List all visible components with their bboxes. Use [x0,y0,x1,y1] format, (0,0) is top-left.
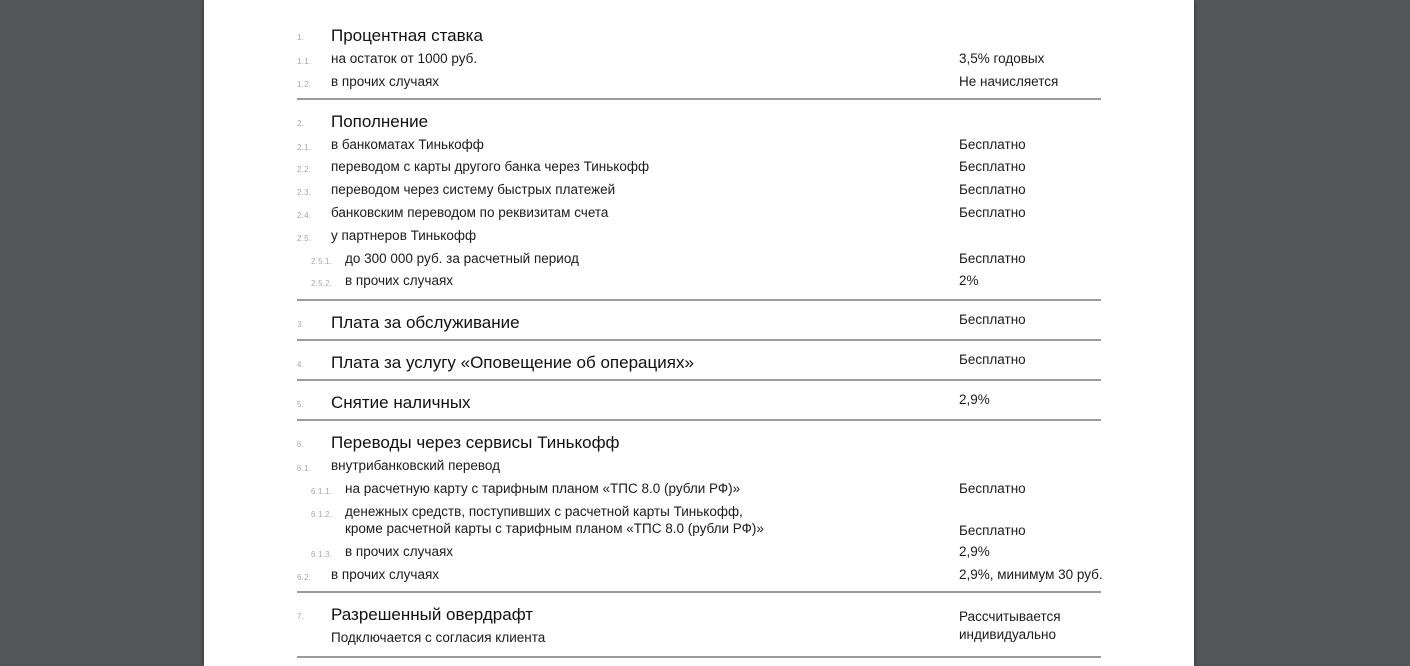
item-value-line: индивидуально [959,627,1056,643]
section-top-up [297,100,1101,302]
document-page [204,0,1194,666]
table-row [297,156,1101,179]
table-row [297,541,1101,564]
item-number: 5. [297,400,305,410]
item-label: в прочих случаях [345,273,454,289]
item-value: Бесплатно [959,522,1026,538]
item-label: в банкоматах Тинькофф [331,136,484,152]
table-row [297,501,1101,541]
section-header [297,22,1101,48]
section-header [297,309,1101,335]
table-row [297,202,1101,225]
item-number: 1. [297,33,305,42]
item-label: до 300 000 руб. за расчетный период [345,250,579,266]
item-value: Бесплатно [959,312,1026,328]
tariff-table [297,0,1101,658]
item-value: Бесплатно [959,480,1026,496]
section-title: Плата за услугу «Оповещение об операциях» [331,353,694,373]
section-notification-fee [297,341,1101,381]
item-label: в прочих случаях [331,566,440,582]
item-label-line: кроме расчетной карты с тарифным планом «ТПС 8.0 (рубли РФ)» [345,520,764,536]
section-title: Пополнение [331,111,429,131]
section-note: Подключается с согласия клиента [331,630,546,646]
section-title: Переводы через сервисы Тинькофф [331,433,620,453]
item-value: Бесплатно [959,204,1026,220]
section-header [297,349,1101,375]
section-interest-rate [297,0,1101,100]
item-value: Бесплатно [959,159,1026,175]
item-number: 6.1.1. [311,486,333,496]
item-number: 2.4. [297,210,312,220]
item-number: 2.5. [297,233,312,243]
item-number: 6.1.3. [311,549,333,559]
item-label: в прочих случаях [345,543,454,559]
table-row [297,564,1101,587]
item-number: 2.5.2. [311,279,333,289]
table-row [297,179,1101,202]
item-value: Бесплатно [959,182,1026,198]
section-title: Разрешенный овердрафт [331,605,534,625]
item-value: 2% [959,273,979,289]
section-title: Процентная ставка [331,26,483,45]
item-value: Бесплатно [959,352,1026,368]
item-number: 7. [297,612,305,622]
table-row [297,71,1101,94]
item-number: 3. [297,320,305,330]
item-label: банковским переводом по реквизитам счета [331,204,609,220]
item-number: 2. [297,118,305,128]
item-number: 6.2. [297,572,312,582]
item-value: 3,5% годовых [959,51,1045,66]
item-value: Бесплатно [959,250,1026,266]
item-number: 6.1.2. [311,509,333,519]
item-number: 2.5.1. [311,256,333,266]
section-transfers [297,421,1101,593]
item-label: переводом через систему быстрых платежей [331,182,616,198]
section-header [297,389,1101,415]
item-label-line: денежных средств, поступивших с расчетной карты Тинькофф, [345,503,743,519]
table-row [297,478,1101,501]
table-row [297,270,1101,293]
table-row [297,455,1101,478]
table-row [297,48,1101,71]
item-number: 1.1. [297,57,312,66]
item-number: 2.3. [297,188,312,198]
section-title: Плата за обслуживание [331,313,520,333]
item-label: у партнеров Тинькофф [331,227,477,243]
item-value: Не начисляется [959,73,1059,89]
table-row [297,248,1101,271]
item-label: в прочих случаях [331,73,440,89]
table-row [297,225,1101,248]
table-row [297,134,1101,157]
item-value-line: Рассчитывается [959,609,1061,625]
item-label [345,503,764,537]
section-overdraft [297,593,1101,658]
section-header [297,108,1101,134]
item-number: 2.1. [297,142,312,152]
section-service-fee [297,301,1101,341]
item-value: 2,9% [959,392,990,408]
section-cash-withdrawal [297,381,1101,421]
section-title: Снятие наличных [331,393,471,413]
item-label: на остаток от 1000 руб. [331,51,478,66]
item-number: 4. [297,360,305,370]
item-label: переводом с карты другого банка через Тинькофф [331,159,650,175]
section-header [297,429,1101,455]
item-number: 1.2. [297,79,312,89]
item-label: внутрибанковский перевод [331,458,501,474]
item-value: Бесплатно [959,136,1026,152]
section-note-row [297,627,1101,650]
item-value: 2,9%, минимум 30 руб. [959,566,1103,582]
item-value: 2,9% [959,543,990,559]
item-label: на расчетную карту с тарифным планом «ТПС 8.0 (рубли РФ)» [345,480,741,496]
item-number: 6. [297,440,305,450]
item-number: 6.1. [297,464,312,474]
item-number: 2.2. [297,165,312,175]
